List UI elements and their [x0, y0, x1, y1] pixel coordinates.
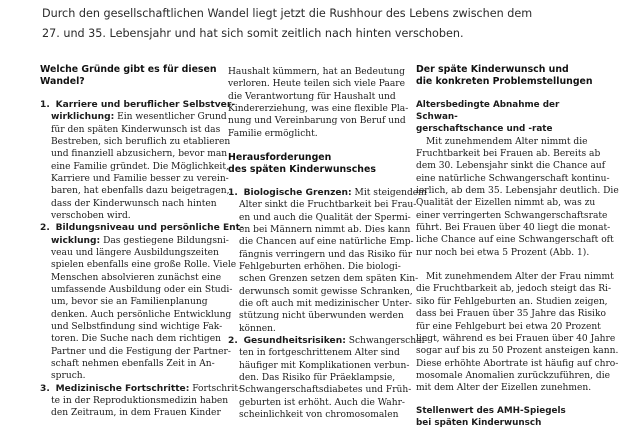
- text-line: umfassende Ausbildung oder ein Studi-: [51, 284, 233, 295]
- text-line: die Verantwortung für Haushalt und: [228, 91, 396, 102]
- heading-line: des späten Kinderwunsches: [228, 164, 376, 176]
- text-line: scheinlichkeit von chromosomalen: [239, 410, 399, 421]
- text-line: Mit zunehmendem Alter nimmt die: [426, 136, 588, 147]
- subheading: [416, 99, 596, 136]
- item-label: Bildungsniveau und persönliche Ent-: [55, 223, 244, 234]
- text-line: Alter sinkt die Fruchtbarkeit bei Frau-: [239, 200, 417, 211]
- text-line: verschoben wird.: [51, 210, 131, 221]
- heading-line: Herausforderungen: [228, 152, 332, 164]
- text-line: den Zeitraum, in dem Frauen Kinder: [51, 408, 221, 419]
- text-line: dass bei Frauen über 35 Jahre das Risiko: [416, 309, 606, 320]
- column-3: [416, 64, 619, 429]
- text-line: wicklung: Das gestiegene Bildungsni-: [51, 235, 229, 246]
- text-line: Schwangerschaftsdiabetes und Früh-: [239, 385, 412, 396]
- text-line: für eine Fehlgeburt bei etwa 20 Prozent: [416, 321, 601, 332]
- subheading: [416, 405, 596, 430]
- text-line: sogar auf bis zu 50 Prozent ansteigen kann.: [416, 346, 619, 357]
- text-line: siko für Fehlgeburten an. Studien zeigen,: [416, 296, 608, 307]
- text-line: ten in fortgeschrittenem Alter sind: [239, 348, 400, 359]
- text-line: Karriere und Familie besser zu verein-: [51, 173, 229, 184]
- text-line: und Selbstfindung sind wichtige Fak-: [51, 322, 223, 332]
- text-line: ierlich, ab dem 35. Lebensjahr deutlich. Die: [416, 186, 619, 197]
- text-line: spruch.: [51, 371, 86, 382]
- text-line: führt. Bei Frauen über 40 liegt die monat-: [416, 223, 611, 234]
- text-line: wirklichung: Ein wesentlicher Grund: [51, 112, 227, 123]
- text-line: dass der Kinderwunsch nach hinten: [51, 198, 217, 209]
- item-number: 2.: [40, 223, 50, 234]
- item-label: Gesundheitsrisiken:: [243, 336, 346, 346]
- item-text: Mit steigendem: [351, 187, 427, 198]
- text-line: en bei Männern nimmt ab. Dies kann: [239, 224, 411, 235]
- heading-line: Wandel?: [40, 76, 85, 88]
- text-line: Familie ermöglicht.: [228, 128, 318, 139]
- text-line: häufiger mit Komplikationen verbun-: [239, 360, 410, 371]
- text-line: und finanziell abzusichern, bevor man: [51, 149, 228, 160]
- subheading-line: gerschaftschance und -rate: [416, 124, 553, 135]
- text-line: derwunsch somit gewisse Schranken,: [239, 286, 413, 297]
- text-line: können.: [239, 323, 276, 334]
- text-line: für den späten Kinderwunsch ist das: [51, 124, 221, 135]
- text-line: te in der Reproduktionsmedizin haben: [51, 396, 229, 407]
- item-number: 3.: [40, 383, 50, 394]
- list-item: [40, 222, 244, 382]
- text-line: nur noch bei etwa 5 Prozent (Abb. 1).: [416, 247, 590, 258]
- list-item: [228, 335, 428, 421]
- text-line: Diese erhöhte Abortrate ist häufig auf chro-: [416, 358, 619, 369]
- intro-text: [42, 4, 602, 44]
- text-line: Kindererziehung, was eine flexible Pla-: [228, 104, 409, 115]
- text-line: Fruchtbarkeit bei Frauen ab. Bereits ab: [416, 149, 601, 160]
- text-line: geburten ist erhöht. Auch die Wahr-: [239, 397, 406, 408]
- item-label: Medizinische Fortschritte:: [55, 383, 190, 394]
- text-line: Haushalt kümmern, hat an Bedeutung: [228, 67, 405, 77]
- text-line: denken. Auch persönliche Entwicklung: [51, 309, 232, 320]
- subheading-line: Altersbedingte Abnahme der Schwan-: [416, 99, 560, 123]
- text-line: mit dem Alter der Eizellen zunehmen.: [416, 383, 592, 394]
- column-1: [40, 64, 244, 420]
- text-line: einer verringerten Schwangerschaftsrate: [416, 210, 608, 221]
- text-line: spielen ebenfalls eine große Rolle. Viele: [51, 260, 237, 271]
- text-line: die Chancen auf eine natürliche Emp-: [239, 237, 414, 248]
- item-number: 1.: [40, 99, 50, 110]
- text-line: liche Chance auf eine Schwangerschaft oft: [416, 235, 614, 246]
- column-2: [228, 66, 428, 421]
- intro-line: Durch den gesellschaftlichen Wandel liegt jetzt die Rushhour des Lebens zwischen dem: [42, 7, 533, 20]
- text-line: Bestreben, sich beruflich zu etablieren: [51, 136, 231, 147]
- text-line: liegt, während es bei Frauen über 40 Jahre: [416, 333, 616, 344]
- list-item: [228, 187, 427, 335]
- paragraph: [416, 136, 619, 259]
- item-text: Fortschrit-: [189, 383, 242, 394]
- text-line: schen Grenzen setzen dem späten Kin-: [239, 274, 419, 285]
- item-text: Schwangerschaf-: [345, 336, 428, 346]
- item-label: Biologische Grenzen:: [243, 187, 352, 198]
- subheading-line: Stellenwert des AMH-Spiegels: [416, 405, 566, 416]
- section-heading: [416, 64, 596, 89]
- text-line: mosomale Anomalien zurückzuführen, die: [416, 370, 611, 381]
- text-line: eine natürliche Schwangerschaft kontinu-: [416, 173, 610, 184]
- heading-line: Der späte Kinderwunsch und: [416, 64, 569, 75]
- text-line: Menschen absolvieren zunächst eine: [51, 272, 222, 283]
- heading-line: die konkreten Problemstellungen: [416, 76, 593, 88]
- text-line: veau und längere Ausbildungszeiten: [51, 247, 219, 258]
- item-number: 1.: [228, 187, 238, 198]
- text-line: die Fruchtbarkeit ab, jedoch steigt das Ri-: [416, 284, 612, 295]
- heading-line: Welche Gründe gibt es für diesen: [40, 64, 217, 75]
- intro-line: 27. und 35. Lebensjahr und hat sich somit zeitlich nach hinten verschoben.: [42, 27, 464, 40]
- text-line: fängnis verringern und das Risiko für: [239, 249, 413, 260]
- text-line: Fehlgeburten erhöhen. Die biologi-: [239, 261, 401, 272]
- text-line: Partner und die Festigung der Partner-: [51, 346, 231, 357]
- section-heading: [228, 152, 406, 177]
- list-item: [40, 99, 236, 222]
- item-number: 2.: [228, 336, 238, 346]
- section-heading: [40, 64, 220, 89]
- text-line: den. Das Risiko für Präeklampsie,: [239, 373, 396, 384]
- text-line: die oft auch mit medizinischer Unter-: [239, 298, 412, 309]
- text-line: baren, hat ebenfalls dazu beigetragen,: [51, 186, 230, 197]
- text-line: Mit zunehmendem Alter der Frau nimmt: [426, 272, 614, 283]
- subheading-line: bei späten Kinderwunsch: [416, 417, 542, 428]
- item-label: Karriere und beruflicher Selbstver-: [55, 99, 236, 110]
- text-line: um, bevor sie an Familienplanung: [51, 297, 208, 308]
- text-line: stützung nicht überwunden werden: [239, 311, 404, 322]
- text-line: dem 30. Lebensjahr sinkt die Chance auf: [416, 161, 606, 172]
- text-line: schaft nehmen ebenfalls Zeit in An-: [51, 359, 215, 370]
- text-line: toren. Die Suche nach dem richtigen: [51, 334, 221, 345]
- text-line: Qualität der Eizellen nimmt ab, was zu: [416, 198, 596, 209]
- list-item: [40, 383, 242, 420]
- paragraph: [416, 271, 619, 394]
- text-line: en und auch die Qualität der Spermi-: [239, 212, 411, 223]
- text-line: eine Familie gründet. Die Möglichkeit,: [51, 161, 229, 172]
- text-line: nung und Vereinbarung von Beruf und: [228, 116, 406, 127]
- text-line: verloren. Heute teilen sich viele Paare: [228, 79, 405, 90]
